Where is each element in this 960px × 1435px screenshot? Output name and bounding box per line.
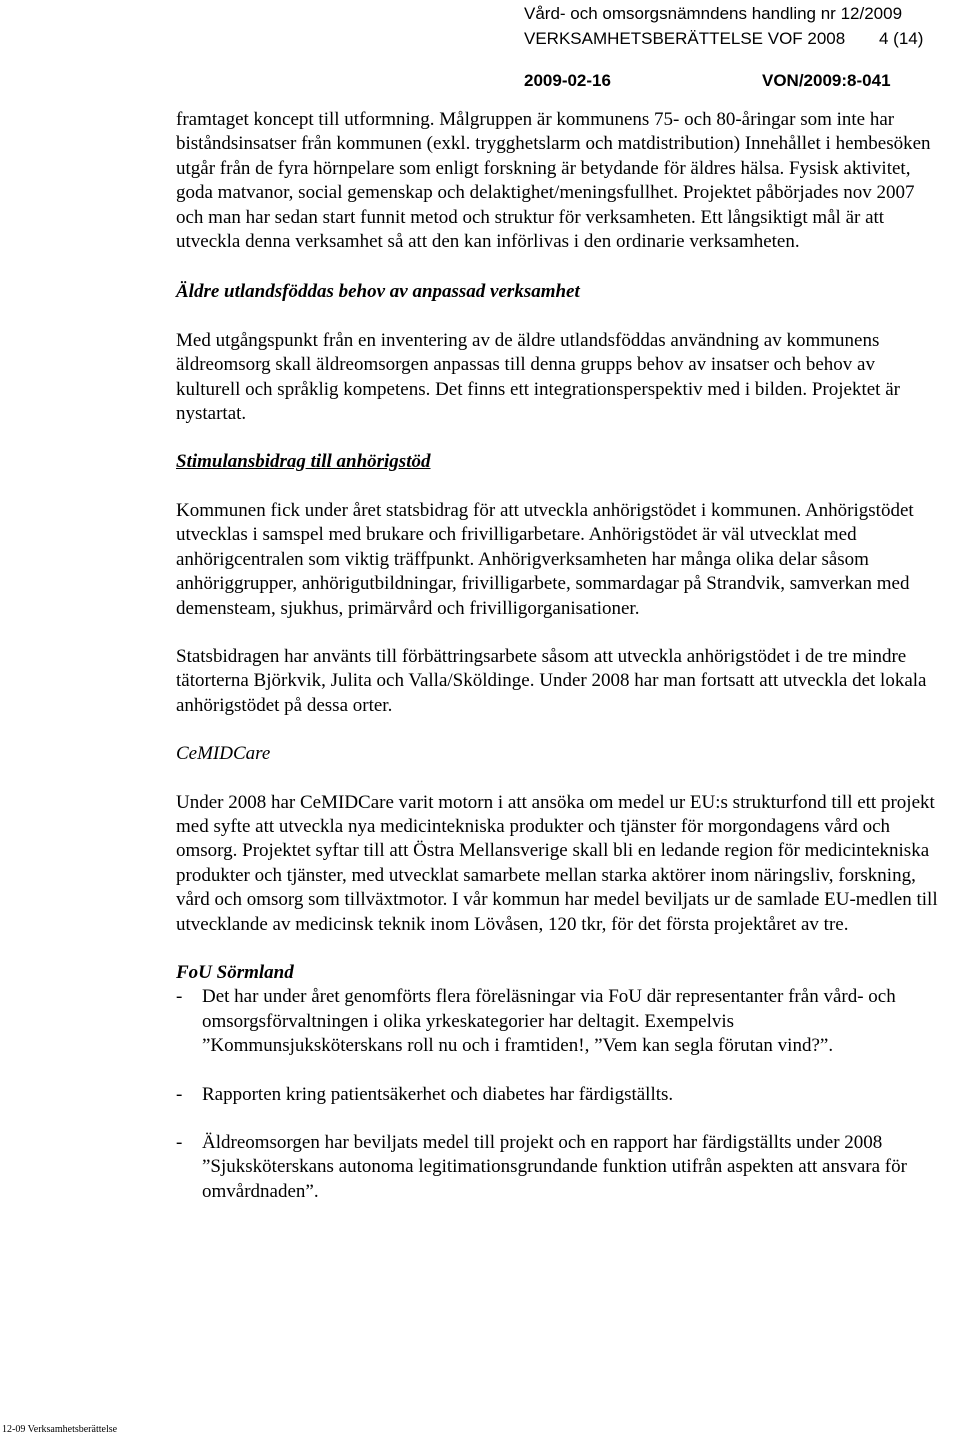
list-item: [176, 985, 938, 1058]
section-heading: FoU Sörmland: [176, 961, 294, 983]
list-marker: -: [176, 1083, 183, 1105]
list-item: [176, 1083, 938, 1107]
section-aldre-utlandsfodda: [176, 280, 938, 426]
header-line1: Vård- och omsorgsnämndens handling nr 12/2009: [524, 4, 903, 23]
section-heading: Stimulansbidrag till anhörigstöd: [176, 451, 431, 473]
document-body: [176, 108, 938, 1228]
section-stimulansbidrag: [176, 450, 938, 718]
list-marker: -: [176, 986, 183, 1008]
section-paragraph: Statsbidragen har använts till förbättringsarbete såsom att utveckla anhörigstödet i de tre mindre tätorterna Björkvik, Julita och Valla/Sköldinge. Under 2008 har man fortsatt att utveckla det lokala anhörigstödet på dessa orter.: [176, 645, 927, 716]
section-cemidcare: [176, 742, 938, 937]
section-paragraph: Under 2008 har CeMIDCare varit motorn i att ansöka om medel ur EU:s strukturfond till ett projekt med syfte att utveckla nya medicintekniska produkter och tjänster för morgondagens vård och omsorg. Projektet syftar till att Östra Mellansverige skall bli en ledande region för medicintekniska produkter och tjänster, med utvecklat samarbete mellan starka aktörer inom näringsliv, forskning, vård och omsorg som tillväxtmotor. I vår kommun har medel beviljats ur de samlade EU-medlen till utvecklande av medicinsk teknik inom Lövåsen, 120 tkr, för det första projektåret av tre.: [176, 791, 938, 935]
list-item-text: Det har under året genomförts flera föreläsningar via FoU där representanter från vård- och omsorgsförvaltningen i olika yrkeskategorier har deltagit. Exempelvis ”Kommunsjuksköterskans roll nu och i framtiden!, ”Vem kan segla förutan vind?”.: [202, 986, 896, 1057]
section-paragraph: Med utgångspunkt från en inventering av de äldre utlandsföddas användning av kommunens äldreomsorg skall äldreomsorgen anpassas till denna grupps behov av insatser och behov av kulturell och språklig kompetens. Det finns ett integrationsperspektiv med i bilden. Projektet är nystartat.: [176, 329, 900, 425]
bullet-list: [176, 985, 938, 1204]
page-footer: 12-09 Verksamhetsberättelse: [2, 1424, 118, 1435]
section-heading: Äldre utlandsföddas behov av anpassad verksamhet: [176, 281, 580, 303]
header-date: 2009-02-16: [524, 71, 611, 90]
header-reference: VON/2009:8-041: [762, 71, 891, 90]
header-page-number: 4 (14): [879, 29, 924, 48]
list-item: [176, 1131, 938, 1204]
intro-paragraph: framtaget koncept till utformning. Målgruppen är kommunens 75- och 80-åringar som inte har biståndsinsatser från kommunen (exkl. trygghetslarm och matdistribution) Innehållet i hembesöken utgår från de fyra hörnpelare som enligt forskning är betydande för äldres hälsa. Fysisk aktivitet, goda matvanor, social gemenskap och delaktighet/meningsfullhet. Projektet påbörjades nov 2007 och man har sedan start funnit metod och struktur för verksamheten. Ett långsiktigt mål är att utveckla denna verksamhet så att den kan införlivas i den ordinarie verksamheten.: [176, 109, 931, 253]
section-heading: CeMIDCare: [176, 743, 271, 765]
section-fou-sormland: [176, 961, 938, 1204]
list-item-text: Äldreomsorgen har beviljats medel till projekt och en rapport har färdigställts under 2008 ”Sjuksköterskans autonoma legitimationsgrundande funktion utifrån aspekten att ansvara för omvårdnaden”.: [202, 1132, 907, 1202]
header-title: VERKSAMHETSBERÄTTELSE VOF 2008: [524, 29, 846, 48]
list-marker: -: [176, 1132, 183, 1153]
section-paragraph: Kommunen fick under året statsbidrag för att utveckla anhörigstödet i kommunen. Anhörigstödet utvecklas i samspel med brukare och frivilligarbetare. Anhörigstödet är väl utvecklat med anhörigcentralen som viktig träffpunkt. Anhörigverksamheten har många olika delar såsom anhöriggrupper, anhörigutbildningar, frivilligarbete, sommardagar på Strandvik, samverkan med demensteam, sjukhus, primärvård och frivilligorganisationer.: [176, 499, 914, 619]
list-item-text: Rapporten kring patientsäkerhet och diabetes har färdigställts.: [202, 1083, 674, 1105]
